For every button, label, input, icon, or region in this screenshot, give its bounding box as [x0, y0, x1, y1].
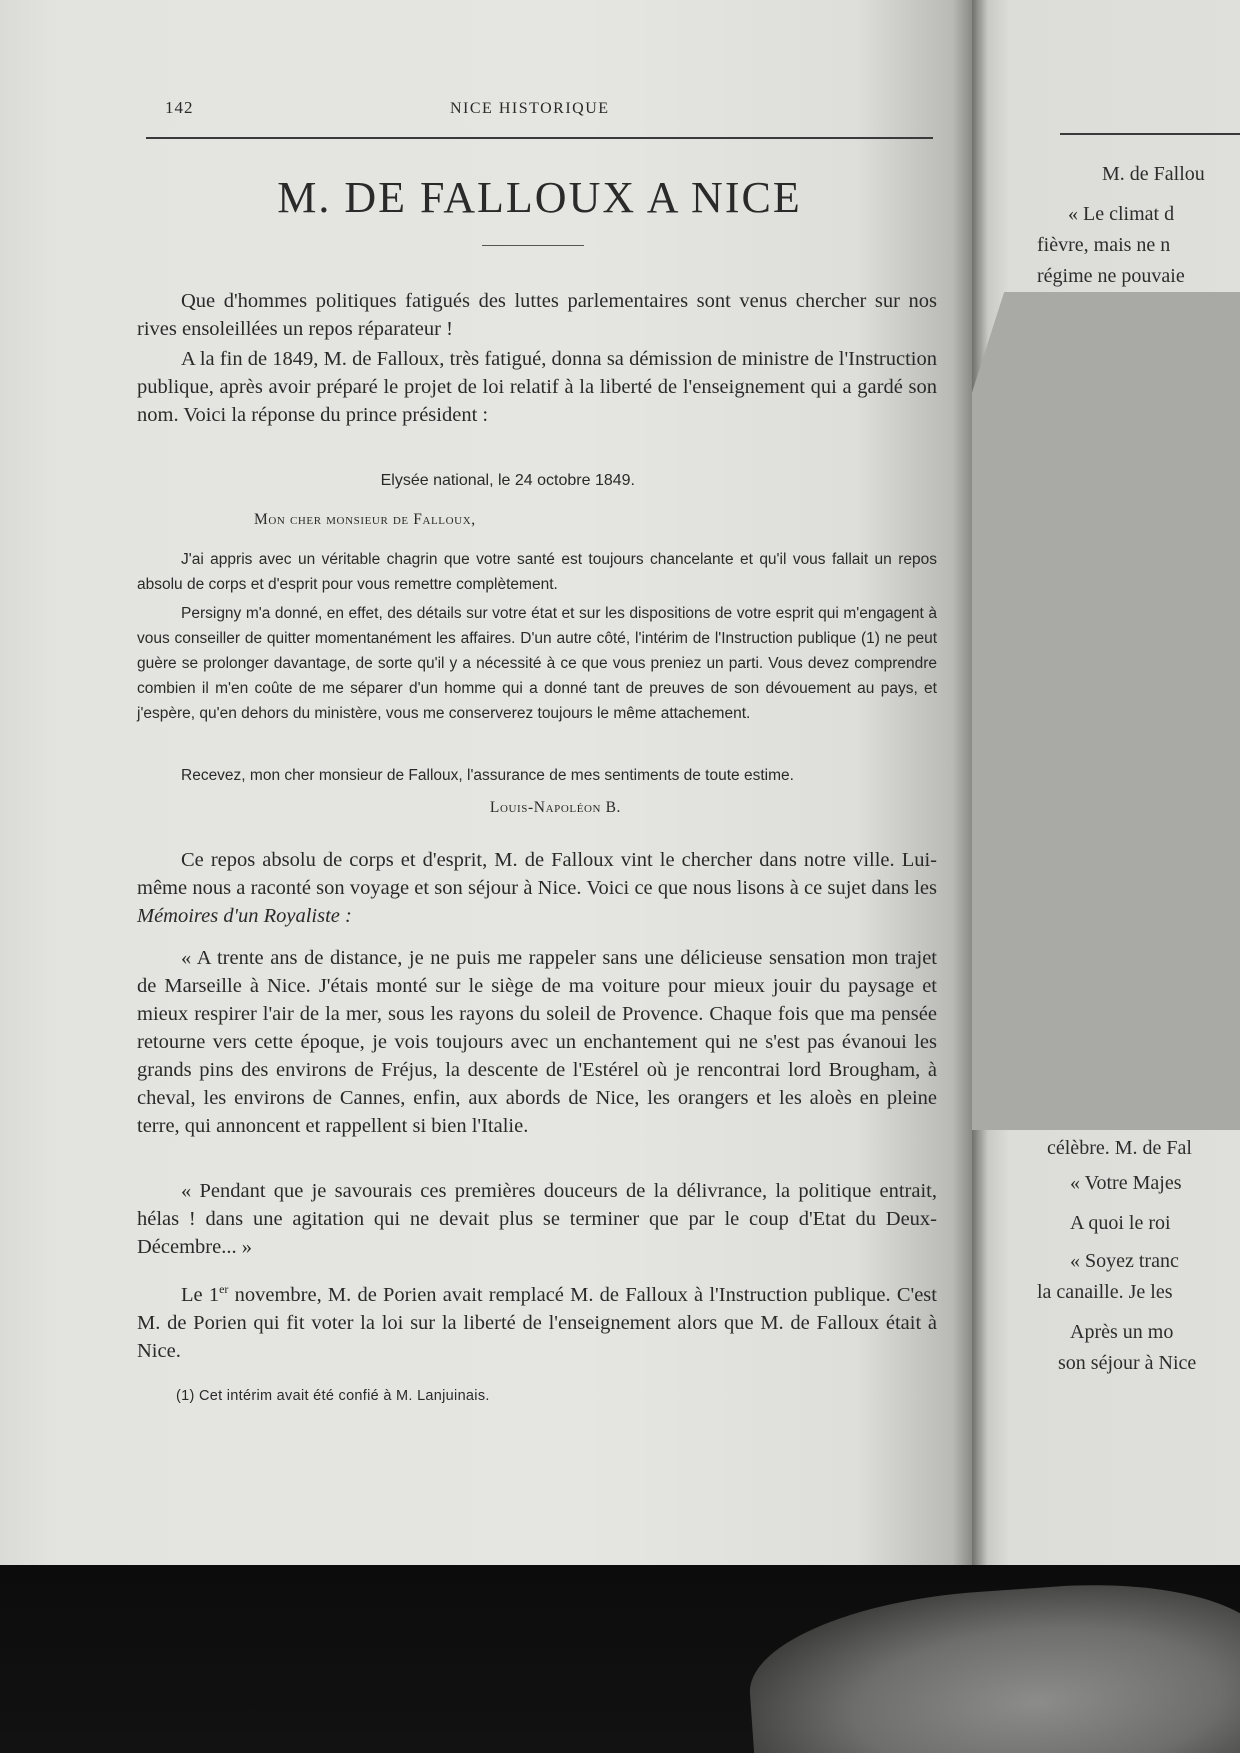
footnote: (1) Cet intérim avait été confié à M. Lanjuinais. [176, 1388, 490, 1404]
right-line: fièvre, mais ne n [1037, 234, 1171, 256]
letter-paragraph-3: Recevez, mon cher monsieur de Falloux, l'assurance de mes sentiments de toute estime. [181, 767, 794, 784]
gray-paper-insert [972, 292, 1240, 1130]
letter-paragraph-2: Persigny m'a donné, en effet, des détails sur votre état et sur les dispositions de votre esprit qui m'engagent à vous conseiller de quitter momentanément les affaires. D'un autre côté, l'intérim de l'Instruction publique (1) ne peut guère se prolonger davantage, de sorte qu'il y a nécessité à ce que vous preniez un parti. Vous devez comprendre combien il m'en coûte de me séparer d'un homme qui a donné tant de preuves de son dévouement au pays, et j'espère, qu'en dehors du ministère, vous me conserverez toujours le même attachement. [137, 605, 937, 722]
header-rule [146, 137, 933, 139]
right-line: « Votre Majes [1070, 1172, 1182, 1194]
right-line: la canaille. Je les [1037, 1281, 1173, 1303]
right-line: célèbre. M. de Fal [1047, 1137, 1192, 1159]
closing-text-b: novembre, M. de Porien avait remplacé M. de Falloux à l'Instruction publique. C'est M. de Porien qui fit voter la loi sur la liberté de l'enseignement alors que M. de Falloux était à Nice. [137, 1283, 937, 1362]
letter-salutation: Mon cher monsieur de Falloux, [254, 511, 476, 528]
title-divider [482, 245, 584, 246]
closing-paragraph [137, 1275, 937, 1365]
closing-text-a: Le 1 [181, 1283, 220, 1306]
quote-paragraph-1: « A trente ans de distance, je ne puis me rappeler sans une délicieuse sensation mon trajet de Marseille à Nice. J'étais monté sur le siège de ma voiture pour mieux jouir du paysage et mieux respirer l'air de la mer, sous les rayons du soleil de Provence. Chaque fois que ma pensée retourne vers cette époque, je vois toujours avec un enchantement qui ne s'est pas évanoui les grands pins des environs de Fréjus, la descente de l'Estérel où je rencontrai lord Brougham, à cheval, les environs de Cannes, enfin, aux abords de Nice, les orangers et les aloès en pleine terre, qui annoncent et rappellent si bien l'Italie. [137, 947, 937, 1137]
right-line: régime ne pouvaie [1037, 265, 1185, 287]
right-line: Après un mo [1070, 1321, 1174, 1343]
page-number: 142 [165, 98, 194, 117]
memoirs-intro-paragraph [137, 846, 937, 930]
right-line: M. de Fallou [1102, 163, 1205, 185]
context-paragraph: A la fin de 1849, M. de Falloux, très fatigué, donna sa démission de ministre de l'Instruction publique, après avoir préparé le projet de loi relatif à la liberté de l'enseignement qui a gardé son nom. Voici la réponse du prince président : [137, 348, 937, 426]
right-line: son séjour à Nice [1058, 1352, 1197, 1374]
right-line: « Soyez tranc [1070, 1250, 1179, 1272]
letter-paragraph-1: J'ai appris avec un véritable chagrin que votre santé est toujours chancelante et qu'il vous fallait un repos absolu de corps et d'esprit pour vous remettre complètement. [137, 551, 937, 593]
ordinal-sup: er [219, 1282, 229, 1296]
intro-paragraph: Que d'hommes politiques fatigués des luttes parlementaires sont venus chercher sur nos rives ensoleillées un repos réparateur ! [137, 290, 937, 340]
quote-paragraph-2: « Pendant que je savourais ces premières douceurs de la délivrance, la politique entrait, hélas ! dans une agitation qui ne devait plus se terminer que par le coup d'Etat du Deux-Décembre... » [137, 1180, 937, 1258]
letter-date: Elysée national, le 24 octobre 1849. [380, 472, 635, 489]
running-head: NICE HISTORIQUE [450, 100, 610, 117]
right-line: A quoi le roi [1070, 1212, 1171, 1234]
article-title: M. DE FALLOUX A NICE [277, 173, 802, 222]
right-line: « Le climat d [1068, 203, 1175, 225]
letter-signature: Louis-Napoléon B. [489, 799, 621, 816]
memoirs-intro-text: Ce repos absolu de corps et d'esprit, M. de Falloux vint le chercher dans notre ville. Lui-même nous a raconté son voyage et son séjour à Nice. Voici ce que nous lisons à ce sujet dans les [137, 849, 937, 899]
book-title: Mémoires d'un Royaliste : [137, 905, 352, 927]
